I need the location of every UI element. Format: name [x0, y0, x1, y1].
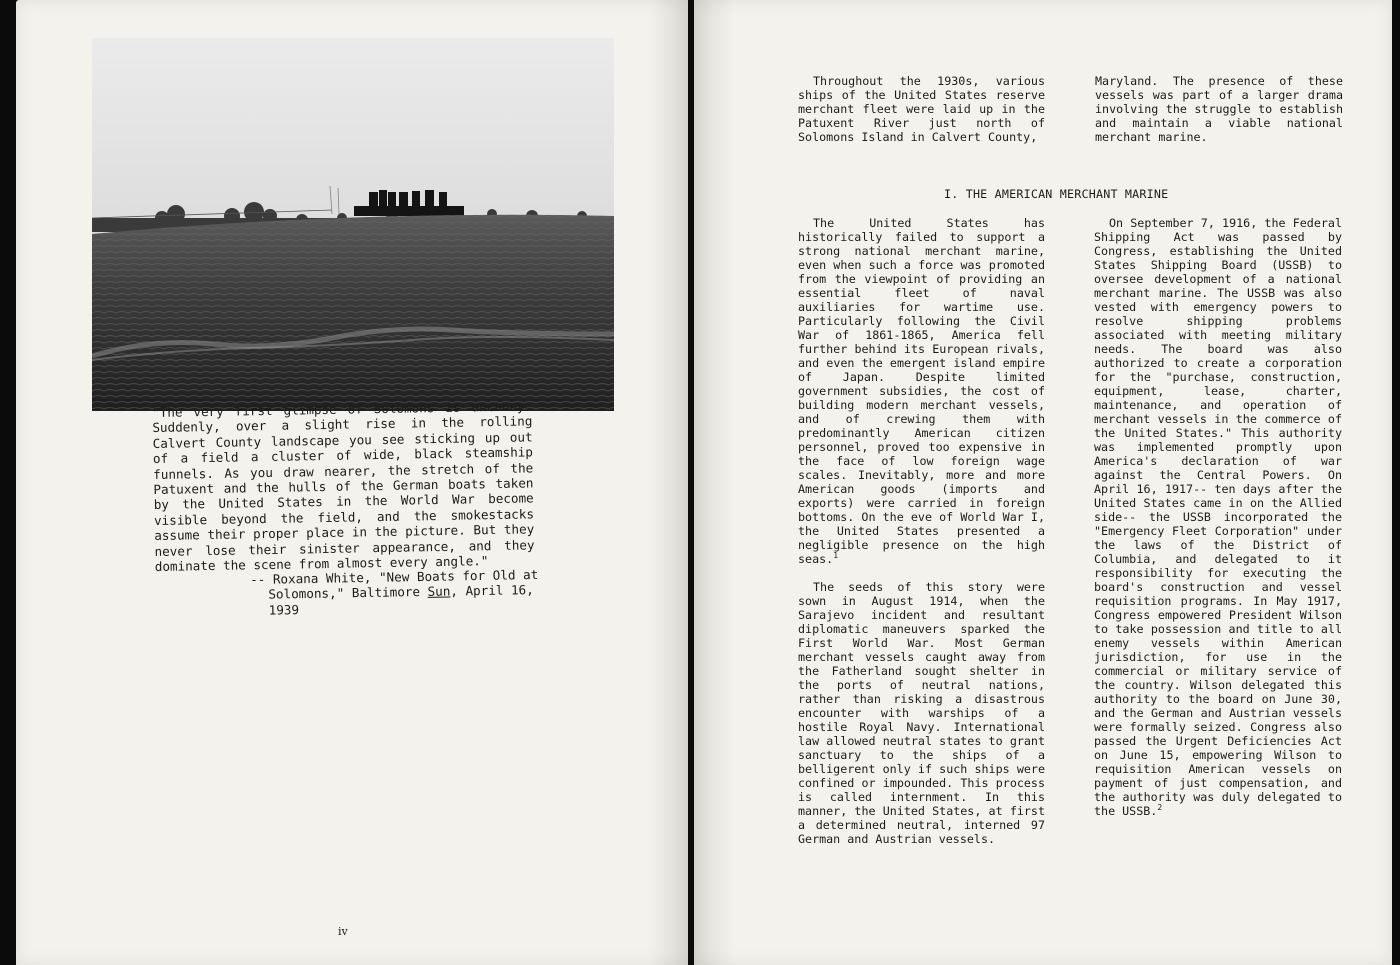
body-column-right: [1094, 216, 1342, 818]
intro-column-left: [798, 74, 1045, 144]
intro-paragraph-right: Maryland. The presence of these vessels was part of a larger drama involving the struggle to establish and maintain a viable national merchant marine.: [1095, 74, 1343, 144]
body-column-left: [798, 216, 1045, 846]
attribution-line-3: 1939: [268, 601, 300, 618]
photo-field-smokestacks: [92, 38, 614, 411]
footnote-marker-2: 2: [1157, 803, 1163, 813]
intro-paragraph-left: Throughout the 1930s, various ships of the United States reserve merchant fleet were laid up in the Patuxent River just north of Solomons Island in Calvert County,: [798, 74, 1045, 144]
body-paragraph-1-text: The United States has historically failed to support a strong national merchant marine, even when such a force was promoted from the viewpoint of providing an essential fleet of naval auxiliaries for wartime use. Particularly following the Civil War of 1861-1865, America fell further behind its European rivals, and even the emergent island empire of Japan. Despite limited government subsidies, the cost of building modern merchant vessels, and of crewing them with predominantly American citizen personnel, proved too expensive in the face of low foreign wage scales. Inevitably, more and more American goods (imports and exports) were carried in foreign bottoms. On the eve of World War I, the United States presented a negligible presence on the high seas.: [798, 216, 1045, 566]
body-paragraph-3-text: On September 7, 1916, the Federal Shipping Act was passed by Congress, establishing the United States Shipping Board (USSB) to oversee development of a national merchant marine. The USSB was also vested with emergency powers to resolve shipping problems associated with meeting military needs. The board was also authorized to create a corporation for the "purchase, construction, equipment, lease, charter, maintenance, and operation of merchant vessels in the commerce of the United States." This authority was implemented promptly upon America's declaration of war against the Central Powers. On April 16, 1917-- ten days after the United States came in on the Allied side-- the USSB incorporated the "Emergency Fleet Corporation" under the laws of the District of Columbia, and delegated to it responsibility for executing the board's construction and vessel requisition programs. In May 1917, Congress empowered President Wilson to take possession and title to all enemy vessels within American jurisdiction, for use in the commercial or military service of the country. Wilson delegated this authority to the board on June 30, and the German and Austrian vessels were formally seized. Congress also passed the Urgent Deficiencies Act on June 15, empowering Wilson to requisition American vessels on payment of just compensation, and the authority was duly delegated to the USSB.: [1094, 216, 1342, 818]
body-paragraph-3: [1094, 216, 1342, 818]
gutter-shadow-right: [694, 0, 734, 965]
section-heading: I. THE AMERICAN MERCHANT MARINE: [944, 187, 1169, 201]
body-paragraph-1: [798, 216, 1045, 566]
photo-caption-quote: "The very first glimpse of Solomons is uncanny. Suddenly, over a slight rise in the rolling Calvert County landscape you see sticking up out of a field a cluster of wide, black steamship funnels. As you draw nearer, the stretch of the Patuxent and the hulls of the German boats taken by the United States in the World War become visible beyond the field, and the smokestacks assume their proper place in the picture. But they never lose their sinister appearance, and they dominate the scene from almost every angle.": [152, 398, 535, 575]
page-number: iv: [338, 925, 348, 938]
attribution-source-prefix: Solomons," Baltimore: [268, 584, 428, 603]
attribution-line-1: -- Roxana White, "New Boats for Old at: [250, 566, 539, 587]
footnote-marker-1: 1: [833, 551, 839, 561]
quote-attribution: [250, 567, 543, 618]
attribution-date: , April 16,: [450, 582, 534, 599]
right-page: [694, 0, 1392, 965]
gutter-shadow-left: [648, 0, 688, 965]
intro-column-right: [1095, 74, 1343, 144]
attribution-newspaper-name: Sun: [427, 583, 451, 600]
left-page: [16, 0, 688, 965]
body-paragraph-2: The seeds of this story were sown in August 1914, when the Sarajevo incident and resultant diplomatic maneuvers sparked the First World War. Most German merchant vessels caught away from the Fatherland sought shelter in the ports of neutral nations, rather than risking a disastrous encounter with warships of a hostile Royal Navy. International law allowed neutral states to grant sanctuary to the ships of a belligerent only if such ships were confined or impounded. This process is called internment. In this manner, the United States, at first a determined neutral, interned 97 German and Austrian vessels.: [798, 580, 1045, 846]
